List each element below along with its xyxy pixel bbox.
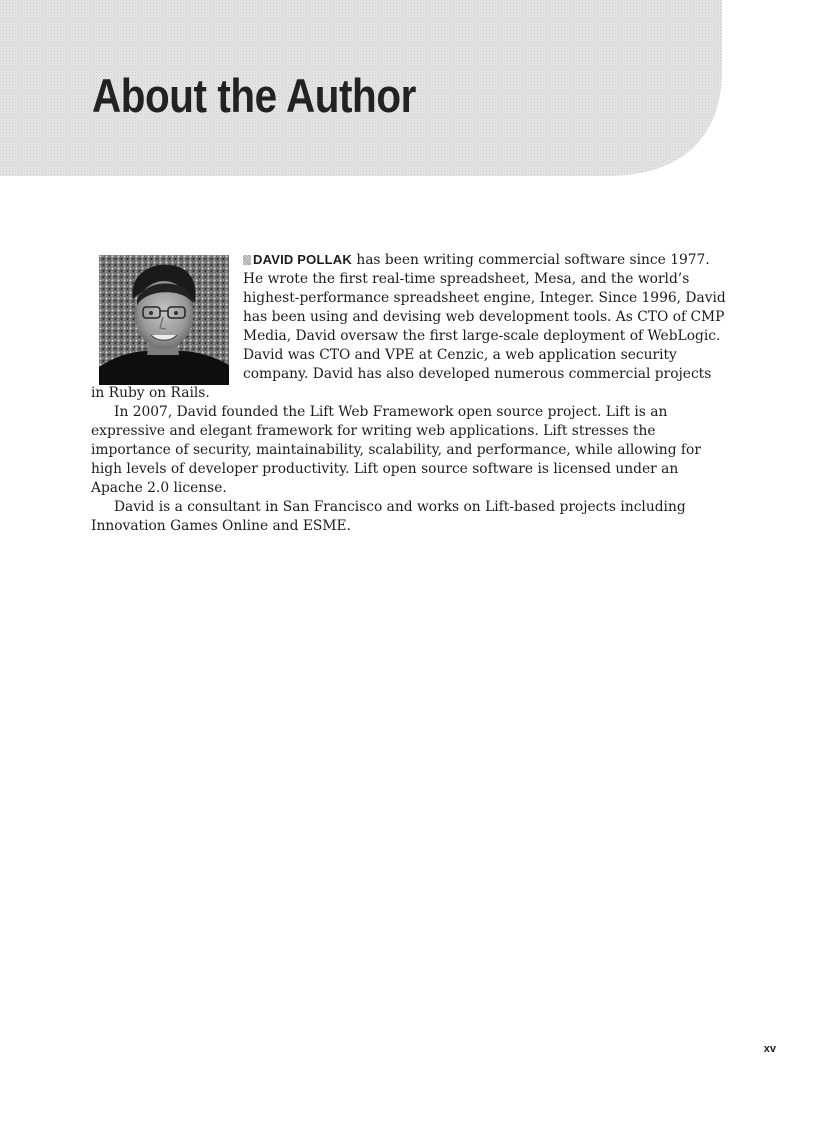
bio-paragraph-2: In 2007, David founded the Lift Web Framework open source project. Lift is an expressive and elegant framework for writing web applications. Lift stresses the importance of security, maintainability, scalability, and performance, while allowing for high levels of developer productivity. Lift open source software is licensed under an Apache 2.0 license.	[91, 404, 701, 496]
page-title: About the Author	[92, 69, 416, 122]
page-number: xv	[763, 1043, 776, 1055]
author-bio	[91, 250, 727, 536]
photo-float-spacer	[91, 250, 243, 384]
bio-intro-text: has been writing commercial software since 1977. He wrote the first real-time spreadsheet, Mesa, and the world’s highest-performance spreadsheet engine, Integer. Since 1996, David has been using and devising web development tools. As CTO of CMP Media, David oversaw the first large-scale deployment of WebLogic. David was CTO and VPE at Cenzic, a web application security company. David has also developed numerous commercial projects in Ruby on Rails.	[91, 252, 726, 401]
lead-marker-icon	[243, 255, 251, 265]
bio-paragraph-3: David is a consultant in San Francisco and works on Lift-based projects including Innovation Games Online and ESME.	[91, 499, 686, 534]
author-name: DAVID POLLAK	[253, 252, 352, 267]
